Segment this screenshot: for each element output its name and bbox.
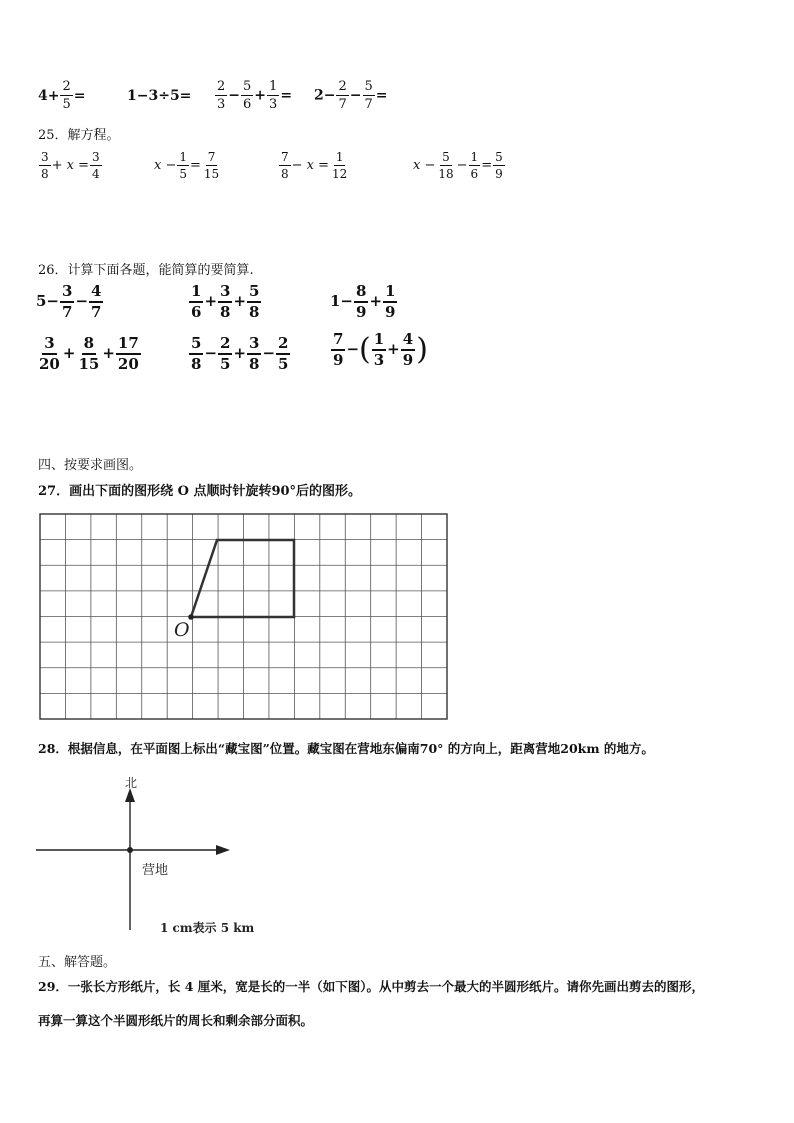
camp-label: 营地 xyxy=(142,863,169,878)
q24-expr-4: 2− $\frac{2}{7}$ − $\frac{5}{7}$ = xyxy=(314,79,388,112)
q29-line-1: 29．一张长方形纸片，长 4 厘米，宽是长的一半（如下图）。从中剪去一个最大的半圆形纸片。请你先画出剪去的图形， xyxy=(38,979,705,994)
q24-row xyxy=(38,80,86,111)
q26-expr-1: 5− $\frac{3}{7}$ − $\frac{4}{7}$ xyxy=(36,282,102,321)
q26-heading: 26．计算下面各题，能简算的要简算. xyxy=(38,263,254,278)
q25-eq-3: $\frac{7}{8}$ − x = $\frac{1}{12}$ xyxy=(281,150,348,181)
section-4-heading: 四、按要求画图。 xyxy=(38,458,143,473)
q28-compass-figure xyxy=(36,770,266,940)
q24-expr-2: 1−3÷5= xyxy=(127,88,192,104)
q27-text: 27．画出下面的图形绕 O 点顺时针旋转90°后的图形。 xyxy=(38,484,362,499)
q25-eq-1: $\frac{3}{8}$ + x = $\frac{3}{4}$ xyxy=(41,150,100,181)
q26-expr-3: 1− $\frac{8}{9}$ + $\frac{1}{9}$ xyxy=(330,282,396,321)
east-arrowhead xyxy=(216,845,230,855)
trapezoid-shape xyxy=(191,540,294,617)
q27-grid-figure xyxy=(38,512,448,722)
q29-line-2: 再算一算这个半圆形纸片的周长和剩余部分面积。 xyxy=(38,1013,314,1028)
q26-expr-4: $\frac{3}{20}$ + $\frac{8}{15}$ + $\frac{17}{20}$ xyxy=(39,334,139,373)
q26-expr-2: $\frac{1}{6}$ + $\frac{3}{8}$ + $\frac{5}{8}$ xyxy=(191,282,260,321)
q25-eq-4: x − $\frac{5}{18}$ − $\frac{1}{6}$ = $\frac{5}{9}$ xyxy=(413,150,503,181)
scale-label: 1 cm表示 5 km xyxy=(160,921,255,935)
q28-text: 28．根据信息，在平面图上标出“藏宝图”位置。藏宝图在营地东偏南70° 的方向上，距离营地20km 的地方。 xyxy=(38,741,654,756)
north-label: 北 xyxy=(125,776,138,790)
q25-heading: 25．解方程。 xyxy=(38,128,120,143)
section-5-heading: 五、解答题。 xyxy=(38,955,117,970)
q24-expr-3: $\frac{2}{3}$ − $\frac{5}{6}$ + $\frac{1}{3}$ = xyxy=(217,79,293,112)
q24-expr-1: 4+ $\frac{2}{5}$ = xyxy=(38,79,86,112)
q26-expr-6: $\frac{7}{9}$ −( $\frac{1}{3}$ + $\frac{4}{9}$ ) xyxy=(333,330,428,369)
origin-label: O xyxy=(174,619,190,641)
camp-point xyxy=(127,847,133,853)
q26-expr-5: $\frac{5}{8}$ − $\frac{2}{5}$ + $\frac{3}{8}$ − $\frac{2}{5}$ xyxy=(191,334,289,373)
q25-eq-2: x − $\frac{1}{5}$ = $\frac{7}{15}$ xyxy=(154,150,220,181)
north-arrowhead xyxy=(125,788,135,802)
